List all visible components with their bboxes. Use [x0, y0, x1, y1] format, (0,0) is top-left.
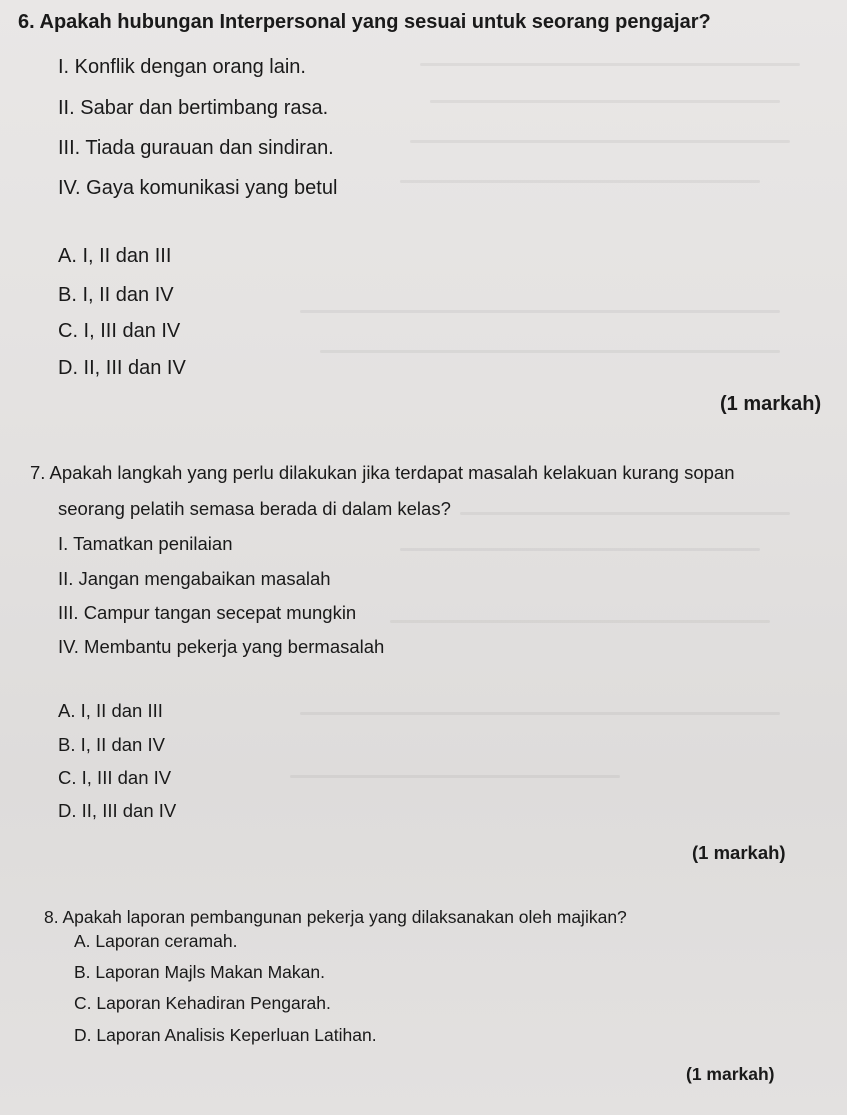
q6-item-4: IV. Gaya komunikasi yang betul	[58, 177, 338, 199]
q6-item-1: I. Konflik dengan orang lain.	[58, 56, 306, 78]
bleed-through-mark	[300, 712, 780, 715]
q7-option-b: B. I, II dan IV	[58, 734, 165, 755]
q6-item-2: II. Sabar dan bertimbang rasa.	[58, 97, 329, 119]
q8-option-a: A. Laporan ceramah.	[74, 931, 238, 951]
q7-option-d: D. II, III dan IV	[58, 800, 177, 821]
bleed-through-mark	[290, 775, 620, 778]
bleed-through-mark	[460, 512, 790, 515]
bleed-through-mark	[400, 548, 760, 551]
question-7-text-line-2: seorang pelatih semasa berada di dalam kelas?	[58, 498, 451, 519]
question-8-text: 8. Apakah laporan pembangunan pekerja yang dilaksanakan oleh majikan?	[44, 907, 627, 927]
q6-option-b: B. I, II dan IV	[58, 284, 174, 306]
q6-option-a: A. I, II dan III	[58, 245, 172, 267]
q8-option-c: C. Laporan Kehadiran Pengarah.	[74, 993, 331, 1013]
q6-option-d: D. II, III dan IV	[58, 357, 186, 379]
bleed-through-mark	[390, 620, 770, 623]
q8-option-d: D. Laporan Analisis Keperluan Latihan.	[74, 1025, 377, 1045]
q6-option-c: C. I, III dan IV	[58, 320, 181, 342]
bleed-through-mark	[400, 180, 760, 183]
q7-option-a: A. I, II dan III	[58, 700, 163, 721]
question-7-text-line-1: 7. Apakah langkah yang perlu dilakukan jika terdapat masalah kelakuan kurang sopan	[30, 462, 735, 483]
question-6-text: 6. Apakah hubungan Interpersonal yang sesuai untuk seorang pengajar?	[18, 11, 711, 33]
q8-option-b: B. Laporan Majls Makan Makan.	[74, 962, 325, 982]
q6-item-3: III. Tiada gurauan dan sindiran.	[58, 137, 334, 159]
q7-marks: (1 markah)	[692, 842, 786, 863]
bleed-through-mark	[420, 63, 800, 66]
bleed-through-mark	[300, 310, 780, 313]
q8-marks: (1 markah)	[686, 1064, 775, 1084]
q7-item-4: IV. Membantu pekerja yang bermasalah	[58, 636, 385, 657]
q7-item-3: III. Campur tangan secepat mungkin	[58, 602, 357, 623]
bleed-through-mark	[410, 140, 790, 143]
q6-marks: (1 markah)	[720, 393, 822, 415]
q7-item-2: II. Jangan mengabaikan masalah	[58, 568, 331, 589]
bleed-through-mark	[430, 100, 780, 103]
bleed-through-mark	[320, 350, 780, 353]
q7-item-1: I. Tamatkan penilaian	[58, 533, 233, 554]
q7-option-c: C. I, III dan IV	[58, 767, 172, 788]
